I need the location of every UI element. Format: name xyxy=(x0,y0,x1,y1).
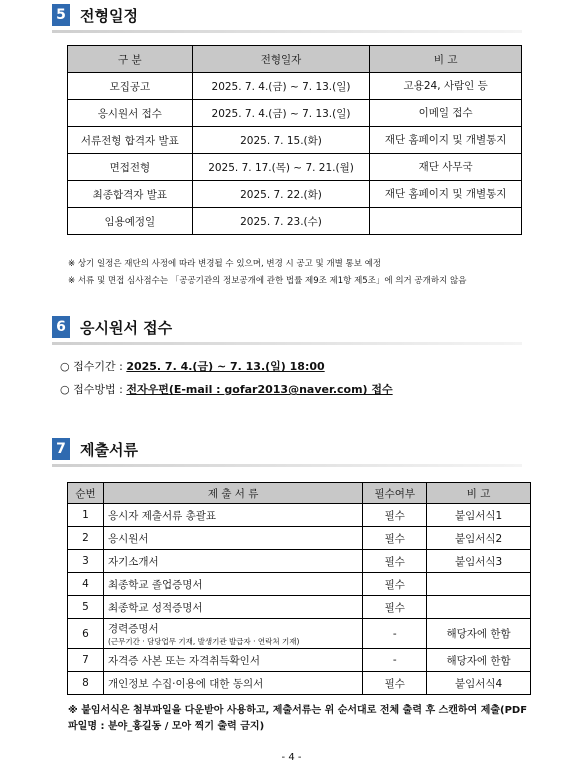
date-cell: 2025. 7. 22.(화) xyxy=(192,181,370,208)
section-title: 제출서류 xyxy=(80,440,138,459)
header-required: 필수여부 xyxy=(363,483,427,504)
required-cell: 필수 xyxy=(363,672,427,695)
document-name: 자기소개서 xyxy=(107,555,159,568)
section-number: 6 xyxy=(52,316,70,338)
document-name: 개인정보 수집·이용에 대한 동의서 xyxy=(107,677,264,690)
header-document: 제 출 서 류 xyxy=(103,483,362,504)
document-name: 경력증명서 xyxy=(107,622,159,635)
date-cell: 2025. 7. 4.(금) ~ 7. 13.(일) xyxy=(192,73,370,100)
date-cell: 2025. 7. 15.(화) xyxy=(192,127,370,154)
period-label: ○ 접수기간 : xyxy=(60,360,123,373)
schedule-note-1: ※ 상기 일정은 재단의 사정에 따라 변경될 수 있으며, 변경 시 공고 및 개별 통보 예정 xyxy=(68,259,382,269)
header-note: 비 고 xyxy=(427,483,531,504)
category-cell: 응시원서 접수 xyxy=(68,100,193,127)
table-header-row xyxy=(68,46,522,73)
method-value: 전자우편(E-mail : gofar2013@naver.com) 접수 xyxy=(126,383,393,396)
documents-table xyxy=(67,482,531,695)
header-no: 순번 xyxy=(68,483,104,504)
note-cell: 붙임서식4 xyxy=(427,672,531,695)
document-cell xyxy=(103,550,362,573)
document-cell xyxy=(103,649,362,672)
table-row xyxy=(68,527,531,550)
row-number: 1 xyxy=(68,504,104,527)
category-cell: 최종합격자 발표 xyxy=(68,181,193,208)
section-number: 5 xyxy=(52,4,70,26)
category-cell: 서류전형 합격자 발표 xyxy=(68,127,193,154)
header-category: 구 분 xyxy=(68,46,193,73)
application-method xyxy=(60,381,393,397)
table-row xyxy=(68,154,522,181)
table-row xyxy=(68,181,522,208)
table-row xyxy=(68,619,531,649)
row-number: 8 xyxy=(68,672,104,695)
table-row xyxy=(68,672,531,695)
required-cell: 필수 xyxy=(363,596,427,619)
table-header-row xyxy=(68,483,531,504)
required-cell: - xyxy=(363,619,427,649)
required-cell: 필수 xyxy=(363,550,427,573)
table-row xyxy=(68,504,531,527)
note-cell: 해당자에 한함 xyxy=(427,649,531,672)
document-detail: (근무기간 · 담당업무 기재, 발생기관 발급자 · 연락처 기재) xyxy=(107,636,300,646)
table-row xyxy=(68,596,531,619)
document-name: 응시자 제출서류 총괄표 xyxy=(107,509,217,522)
document-cell xyxy=(103,527,362,550)
note-cell: 해당자에 한함 xyxy=(427,619,531,649)
date-cell: 2025. 7. 4.(금) ~ 7. 13.(일) xyxy=(192,100,370,127)
table-row xyxy=(68,208,522,235)
section-7-header xyxy=(52,438,138,460)
header-note: 비 고 xyxy=(370,46,522,73)
application-period xyxy=(60,358,325,374)
note-cell xyxy=(427,573,531,596)
document-cell xyxy=(103,504,362,527)
section-number: 7 xyxy=(52,438,70,460)
submission-note: ※ 붙임서식은 첨부파일을 다운받아 사용하고, 제출서류는 위 순서대로 전체 출력 후 스캔하여 제출(PDF 파일명 : 분야_홍길동 / 모아 찍기 출력 금지) xyxy=(68,705,528,732)
row-number: 2 xyxy=(68,527,104,550)
note-cell: 고용24, 사람인 등 xyxy=(370,73,522,100)
row-number: 5 xyxy=(68,596,104,619)
document-name: 응시원서 xyxy=(107,532,149,545)
document-name: 최종학교 졸업증명서 xyxy=(107,578,203,591)
header-date: 전형일자 xyxy=(192,46,370,73)
document-name: 자격증 사본 또는 자격취득확인서 xyxy=(107,654,260,667)
method-label: ○ 접수방법 : xyxy=(60,383,123,396)
section-6-header xyxy=(52,316,172,338)
required-cell: 필수 xyxy=(363,527,427,550)
schedule-note-2: ※ 서류 및 면접 심사점수는 「공공기관의 정보공개에 관한 법률 제9조 제1항 제5조」에 의거 공개하지 않음 xyxy=(68,276,467,286)
document-name: 최종학교 성적증명서 xyxy=(107,601,203,614)
section-title: 전형일정 xyxy=(80,6,138,25)
table-row xyxy=(68,573,531,596)
required-cell: 필수 xyxy=(363,573,427,596)
row-number: 6 xyxy=(68,619,104,649)
required-cell: - xyxy=(363,649,427,672)
period-value: 2025. 7. 4.(금) ~ 7. 13.(일) 18:00 xyxy=(126,360,325,373)
note-cell xyxy=(427,596,531,619)
table-row xyxy=(68,649,531,672)
note-cell: 이메일 접수 xyxy=(370,100,522,127)
note-cell: 재단 사무국 xyxy=(370,154,522,181)
document-cell xyxy=(103,596,362,619)
page-number: - 4 - xyxy=(281,752,302,763)
row-number: 3 xyxy=(68,550,104,573)
section-divider xyxy=(52,464,522,467)
section-title: 응시원서 접수 xyxy=(80,318,173,337)
document-cell xyxy=(103,672,362,695)
section-5-header xyxy=(52,4,138,26)
note-cell: 붙임서식1 xyxy=(427,504,531,527)
required-cell: 필수 xyxy=(363,504,427,527)
section-divider xyxy=(52,342,522,345)
table-row xyxy=(68,127,522,154)
category-cell: 모집공고 xyxy=(68,73,193,100)
table-row xyxy=(68,100,522,127)
date-cell: 2025. 7. 23.(수) xyxy=(192,208,370,235)
row-number: 4 xyxy=(68,573,104,596)
document-cell xyxy=(103,619,362,649)
table-row xyxy=(68,73,522,100)
note-cell: 재단 홈페이지 및 개별통지 xyxy=(370,127,522,154)
section-divider xyxy=(52,30,522,33)
note-cell xyxy=(370,208,522,235)
note-cell: 붙임서식3 xyxy=(427,550,531,573)
schedule-table xyxy=(67,45,522,235)
document-cell xyxy=(103,573,362,596)
note-cell: 붙임서식2 xyxy=(427,527,531,550)
category-cell: 임용예정일 xyxy=(68,208,193,235)
category-cell: 면접전형 xyxy=(68,154,193,181)
row-number: 7 xyxy=(68,649,104,672)
date-cell: 2025. 7. 17.(목) ~ 7. 21.(월) xyxy=(192,154,370,181)
table-row xyxy=(68,550,531,573)
note-cell: 재단 홈페이지 및 개별통지 xyxy=(370,181,522,208)
